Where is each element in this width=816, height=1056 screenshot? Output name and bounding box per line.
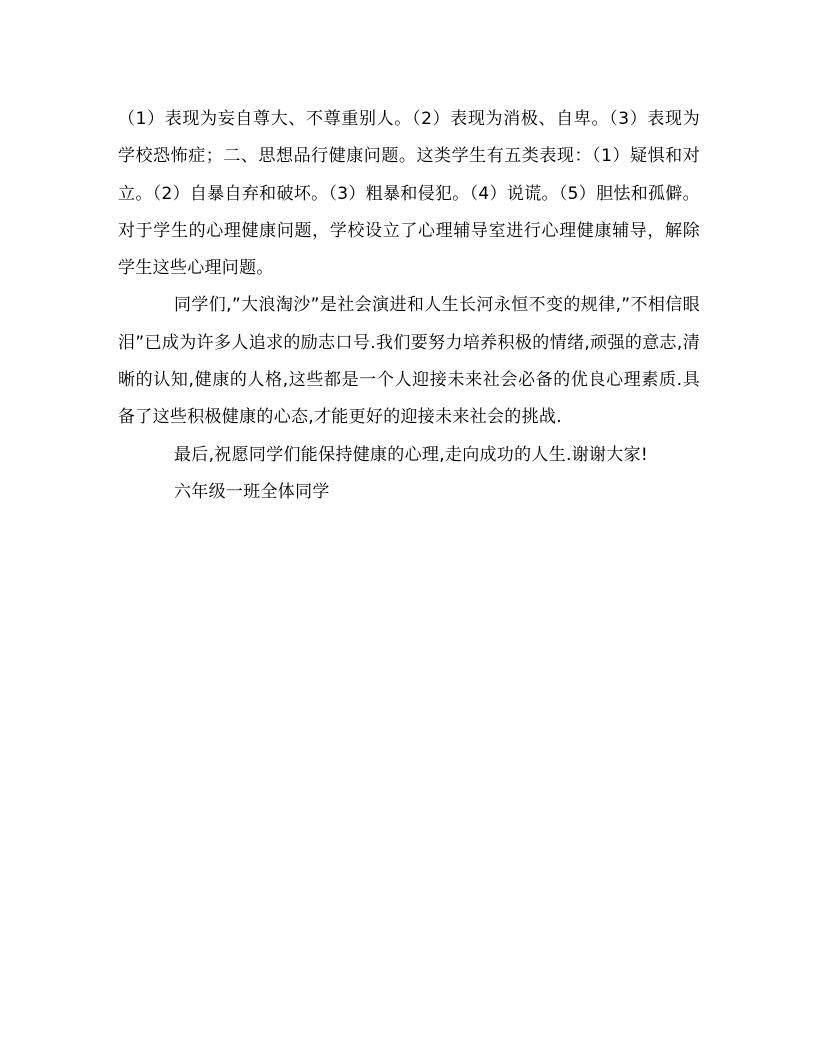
paragraph-encouragement: 同学们,”大浪淘沙”是社会演进和人生长河永恒不变的规律,”不相信眼泪”已成为许多人追求的励志口号.我们要努力培养积极的情绪,顽强的意志,清晰的认知,健康的人格,这些都是一个人迎接未来社会必备的优良心理素质.具备了这些积极健康的心态,才能更好的迎接未来社会的挑战. [118,295,700,428]
paragraph-closing: 最后,祝愿同学们能保持健康的心理,走向成功的人生.谢谢大家! [174,444,649,465]
signature: 六年级一班全体同学 [174,481,330,502]
paragraph-problems: （1）表现为妄自尊大、不尊重别人。（2）表现为消极、自卑。（3）表现为学校恐怖症；二、思想品行健康问题。这类学生有五类表现：（1）疑惧和对立。（2）自暴自弃和破坏。（3）粗暴和侵犯。（4）说谎。（5）胆怯和孤僻。对于学生的心理健康问题，学校设立了心理辅导室进行心理健康辅导，解除学生这些心理问题。 [118,109,700,279]
document-body [118,101,700,511]
